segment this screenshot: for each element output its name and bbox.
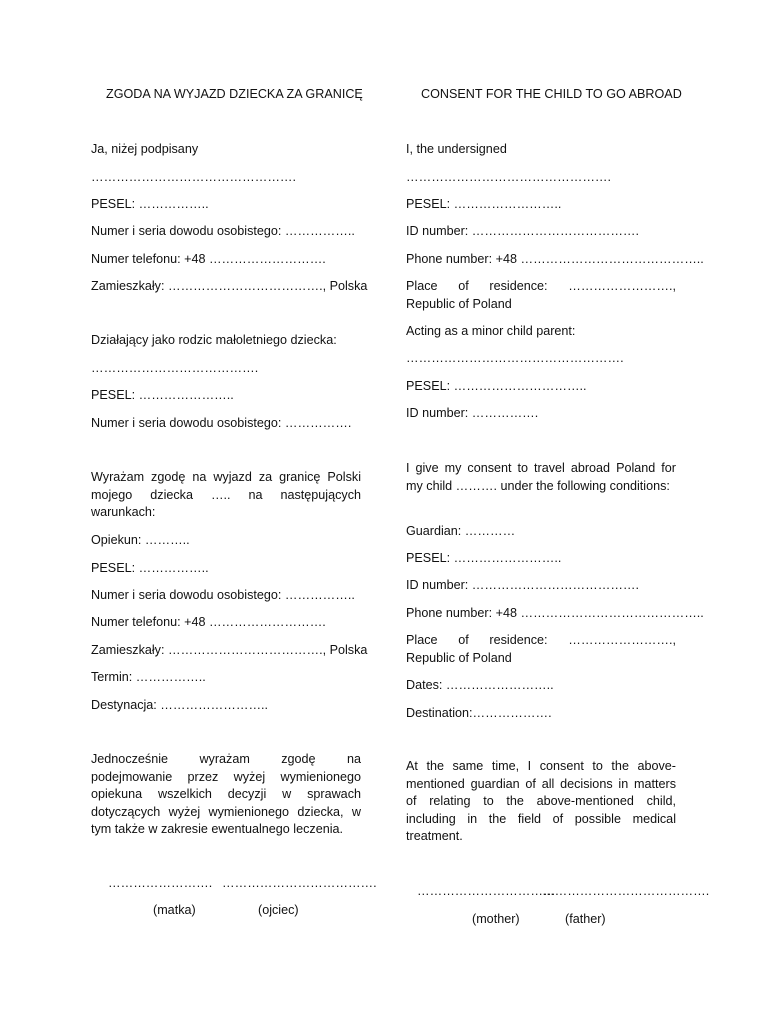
polish-title: ZGODA NA WYJAZD DZIECKA ZA GRANICĘ [106, 87, 363, 101]
en-signature-line-mother: …………………………… [417, 884, 556, 898]
pl-guardian-id: Numer i seria dowodu osobistego: …………….. [91, 588, 355, 602]
en-declarant-id: ID number: …………………………………. [406, 224, 640, 238]
pl-guardian-residence: Zamieszkały: ………………………………., Polska [91, 643, 368, 657]
en-guardian-id: ID number: …………………………………. [406, 578, 640, 592]
pl-parent-id: Numer i seria dowodu osobistego: ……………. [91, 416, 352, 430]
en-declarant-intro: I, the undersigned [406, 142, 507, 156]
pl-guardian-phone: Numer telefonu: +48 ………………………. [91, 615, 326, 629]
en-signature-label-father: (father) [565, 912, 606, 926]
pl-signature-line-father: ………………………………. [222, 876, 377, 890]
pl-declarant-residence: Zamieszkały: ………………………………., Polska [91, 279, 368, 293]
pl-signature-label-father: (ojciec) [258, 903, 299, 917]
en-guardian-pesel: PESEL: …………………….. [406, 551, 562, 565]
en-guardian-destination: Destination:………………. [406, 706, 552, 720]
en-parent-id: ID number: ……………. [406, 406, 539, 420]
pl-guardian-name: Opiekun: ……….. [91, 533, 190, 547]
en-consent-paragraph: I give my consent to travel abroad Poland for my child ………. under the following conditions: [406, 461, 676, 493]
english-title: CONSENT FOR THE CHILD TO GO ABROAD [421, 87, 682, 101]
en-parent-pesel: PESEL: ………………………….. [406, 379, 587, 393]
en-parent-intro: Acting as a minor child parent: [406, 324, 576, 338]
pl-declarant-name-field: …………………………………………. [91, 170, 296, 184]
en-signature-label-mother: (mother) [472, 912, 520, 926]
pl-guardian-pesel: PESEL: …………….. [91, 561, 209, 575]
pl-parent-intro: Działający jako rodzic małoletniego dziecka: [91, 333, 337, 347]
en-declarant-phone: Phone number: +48 …………………………………….. [406, 252, 704, 266]
en-declarant-residence: Place of residence: ……………………., Republic of Poland [406, 279, 676, 311]
pl-signature-label-mother: (matka) [153, 903, 196, 917]
en-parent-name-field: ……………………………………………. [406, 351, 624, 365]
en-guardian-phone: Phone number: +48 …………………………………….. [406, 606, 704, 620]
en-closing-paragraph: At the same time, I consent to the above-mentioned guardian of all decisions in matters of relating to the above-mentioned child, including in the field of possible medical treatment. [406, 759, 676, 843]
en-declarant-name-field: …………………………………………. [406, 170, 611, 184]
pl-declarant-pesel: PESEL: …………….. [91, 197, 209, 211]
pl-declarant-id: Numer i seria dowodu osobistego: …………….. [91, 224, 355, 238]
pl-parent-name-field: …………………………………. [91, 361, 259, 375]
pl-closing-paragraph: Jednocześnie wyrażam zgodę na podejmowanie przez wyżej wymienionego opiekuna wszelkich decyzji w sprawach dotyczących wyżej wymienionego dziecka, w tym także w zakresie ewentualnego leczenia. [91, 752, 361, 836]
pl-declarant-intro: Ja, niżej podpisany [91, 142, 199, 156]
en-declarant-pesel: PESEL: …………………….. [406, 197, 562, 211]
pl-consent-paragraph: Wyrażam zgodę na wyjazd za granicę Polski mojego dziecka ….. na następujących warunkach: [91, 470, 361, 519]
en-guardian-name: Guardian: ………… [406, 524, 516, 538]
pl-parent-pesel: PESEL: ………………….. [91, 388, 234, 402]
en-guardian-residence: Place of residence: ……………………., Republic of Poland [406, 633, 676, 665]
pl-guardian-destination: Destynacja: …………………….. [91, 698, 269, 712]
en-signature-line-father: …………………………………. [542, 884, 710, 898]
pl-guardian-dates: Termin: …………….. [91, 670, 206, 684]
pl-declarant-phone: Numer telefonu: +48 ………………………. [91, 252, 326, 266]
pl-signature-line-mother: ……………………. [108, 876, 213, 890]
en-guardian-dates: Dates: …………………….. [406, 678, 554, 692]
